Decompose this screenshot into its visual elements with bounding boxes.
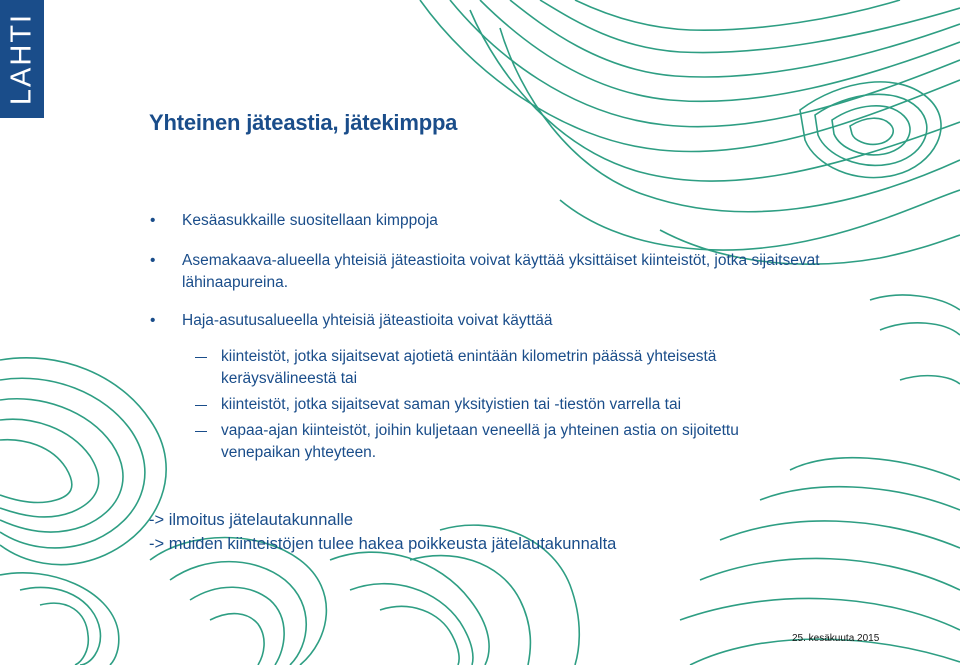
- bullet-text: Kesäasukkaille suositellaan kimppoja: [182, 212, 438, 229]
- logo-text: LAHTI: [5, 12, 38, 106]
- bullet-marker: •: [150, 312, 156, 329]
- bullet-item: [150, 310, 850, 464]
- bullet-marker: •: [150, 212, 156, 229]
- dash-marker: [195, 357, 207, 358]
- sub-item-text: kiinteistöt, jotka sijaitsevat saman yksityistien tai -tiestön varrella tai: [221, 396, 682, 413]
- notes: [149, 508, 616, 556]
- bullet-text: Asemakaava-alueella yhteisiä jäteastioita voivat käyttää yksittäiset kiinteistöt, jotka sijaitsevat lähinaapureina.: [182, 252, 820, 291]
- dash-marker: [195, 431, 207, 432]
- bullet-marker: •: [150, 252, 156, 269]
- slide-date: 25. kesäkuuta 2015: [792, 633, 880, 644]
- note-line: -> ilmoitus jätelautakunnalle: [149, 511, 354, 529]
- bullet-text: Haja-asutusalueella yhteisiä jäteastioita voivat käyttää: [182, 312, 553, 329]
- sub-item: [150, 346, 850, 390]
- sub-item-text: vapaa-ajan kiinteistöt, joihin kuljetaan veneellä ja yhteinen astia on sijoitettu venepaikan yhteyteen.: [221, 422, 739, 461]
- lahti-logo: [0, 0, 44, 118]
- sub-item-text: kiinteistöt, jotka sijaitsevat ajotietä enintään kilometrin päässä yhteisestä keräysvälineestä tai: [221, 348, 717, 387]
- sub-item: [150, 394, 850, 416]
- bullet-list: [150, 210, 850, 468]
- sub-list: [150, 346, 850, 464]
- bullet-item: [150, 250, 850, 294]
- slide-title: Yhteinen jäteastia, jätekimppa: [149, 110, 458, 135]
- sub-item: [150, 420, 850, 464]
- note-line: -> muiden kiinteistöjen tulee hakea poikkeusta jätelautakunnalta: [149, 535, 617, 553]
- bullet-item: [150, 210, 850, 232]
- dash-marker: [195, 405, 207, 406]
